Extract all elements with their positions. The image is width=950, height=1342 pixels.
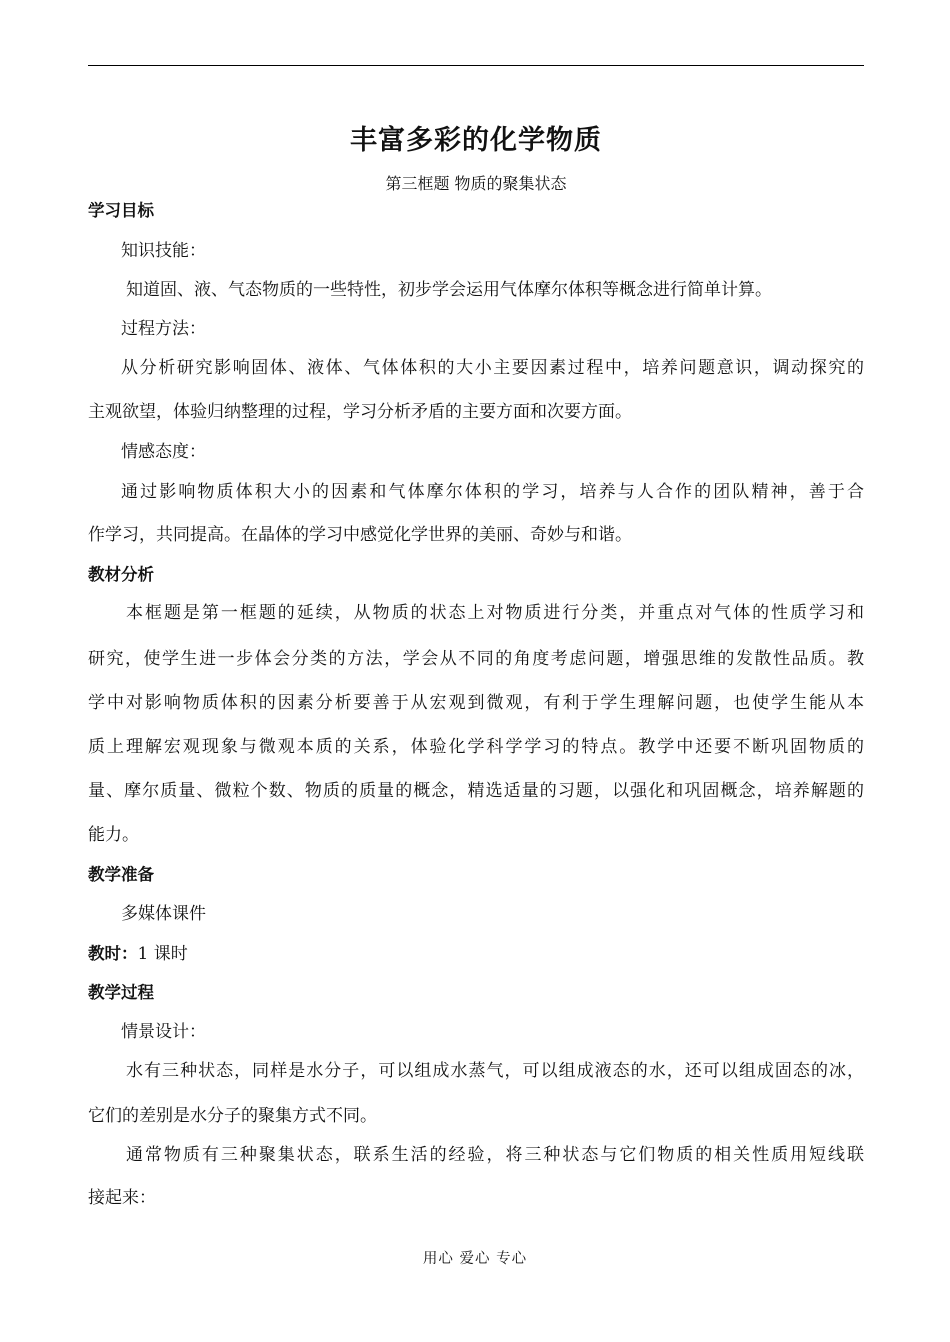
duration-label: 教时： bbox=[88, 944, 138, 963]
section-heading-process: 教学过程 bbox=[88, 983, 154, 1002]
analysis-text-line-1: 本框题是第一框题的延续，从物质的状态上对物质进行分类，并重点对气体的性质学习和 bbox=[126, 603, 864, 623]
task-text-line-2: 接起来： bbox=[88, 1188, 156, 1208]
page-footer: 用心 爱心 专心 bbox=[422, 1251, 528, 1267]
section-heading-preparation: 教学准备 bbox=[88, 865, 154, 884]
scene-text-line-1: 水有三种状态，同样是水分子，可以组成水蒸气，可以组成液态的水，还可以组成固态的冰， bbox=[126, 1061, 864, 1081]
page-title: 丰富多彩的化学物质 bbox=[350, 125, 602, 156]
duration-value: 1 课时 bbox=[137, 944, 188, 964]
knowledge-label: 知识技能： bbox=[121, 241, 206, 261]
emotion-text-line-1: 通过影响物质体积大小的因素和气体摩尔体积的学习，培养与人合作的团队精神，善于合 bbox=[121, 482, 864, 502]
process-text-line-2: 主观欲望，体验归纳整理的过程，学习分析矛盾的主要方面和次要方面。 bbox=[88, 402, 632, 422]
knowledge-text: 知道固、液、气态物质的一些特性，初步学会运用气体摩尔体积等概念进行简单计算。 bbox=[126, 280, 772, 300]
emotion-text-line-2: 作学习，共同提高。在晶体的学习中感觉化学世界的美丽、奇妙与和谐。 bbox=[88, 525, 632, 545]
section-heading-analysis: 教材分析 bbox=[88, 565, 154, 584]
analysis-text-line-2: 研究，使学生进一步体会分类的方法，学会从不同的角度考虑问题，增强思维的发散性品质。教 bbox=[88, 649, 864, 669]
analysis-text-line-3: 学中对影响物质体积的因素分析要善于从宏观到微观，有利于学生理解问题，也使学生能从本 bbox=[88, 693, 864, 713]
process-label: 过程方法： bbox=[121, 319, 206, 339]
section-heading-objectives: 学习目标 bbox=[88, 201, 154, 220]
analysis-text-line-4: 质上理解宏观现象与微观本质的关系，体验化学科学学习的特点。教学中还要不断巩固物质的 bbox=[88, 737, 864, 757]
task-text-line-1: 通常物质有三种聚集状态，联系生活的经验，将三种状态与它们物质的相关性质用短线联 bbox=[126, 1145, 864, 1165]
emotion-label: 情感态度： bbox=[121, 442, 206, 462]
duration-line bbox=[88, 942, 864, 966]
header-rule bbox=[88, 65, 864, 66]
page-subtitle: 第三框题 物质的聚集状态 bbox=[385, 174, 567, 193]
analysis-text-line-5: 量、摩尔质量、微粒个数、物质的质量的概念，精选适量的习题，以强化和巩固概念，培养解题的 bbox=[88, 781, 864, 801]
preparation-text: 多媒体课件 bbox=[121, 904, 206, 924]
analysis-text-line-6: 能力。 bbox=[88, 825, 139, 845]
process-text-line-1: 从分析研究影响固体、液体、气体体积的大小主要因素过程中，培养问题意识，调动探究的 bbox=[121, 358, 864, 378]
scene-label: 情景设计： bbox=[121, 1022, 206, 1042]
scene-text-line-2: 它们的差别是水分子的聚集方式不同。 bbox=[88, 1106, 377, 1126]
